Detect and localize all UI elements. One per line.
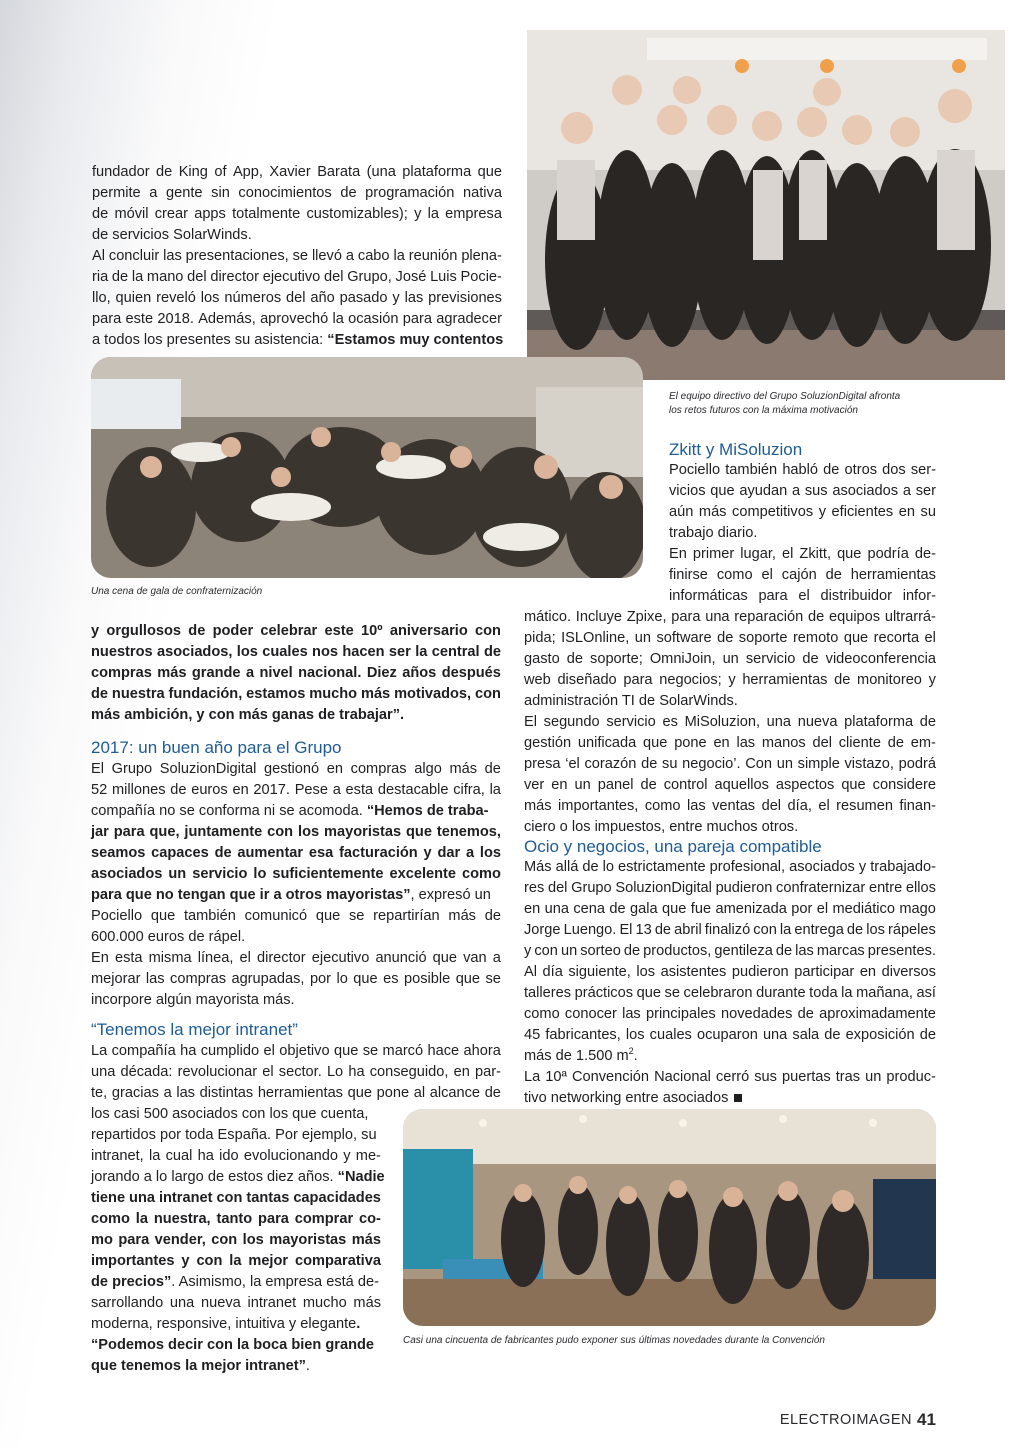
text-line: finirse como el cajón de herramientas (669, 567, 936, 583)
text-line: más importantes, como las ventas del día, el resumen finan- (524, 798, 936, 814)
text-line: mo para vender, con los mayoristas más (91, 1232, 381, 1248)
text-line: llo, quien reveló los números del año pasado y las previsiones (92, 290, 502, 306)
text-line: En primer lugar, el Zkitt, que podría de- (669, 546, 936, 562)
photo-dinner (91, 357, 643, 578)
quote-end: para que no tengan que ir a otros mayoristas” (91, 887, 411, 903)
quote-end: que tenemos la mejor intranet” (91, 1358, 306, 1374)
text-line: 52 millones de euros en 2017. Pese a esta destacable cifra, la (91, 782, 501, 798)
text-line: talleres prácticos que se celebraron durante toda la mañana, así (524, 985, 936, 1001)
text-line: importantes y con la mejor comparativa (91, 1253, 381, 1269)
text-line: compras más grande a nivel nacional. Diez años después (91, 665, 501, 681)
section-heading-2017: 2017: un buen año para el Grupo (91, 738, 342, 757)
text-line: como conocer las principales novedades de aproximadamente (524, 1006, 936, 1022)
text-line: incorpore algún mayorista más. (91, 992, 295, 1008)
text-line (91, 1273, 379, 1292)
text-line: En esta misma línea, el director ejecutivo anunció que van a (91, 950, 501, 966)
text-line: como la nuestra, tanto para comprar co- (91, 1211, 381, 1227)
text-line: La 10ª Convención Nacional cerró sus puertas tras un produc- (524, 1069, 936, 1085)
text-line: vicios que ayudan a sus asociados a ser (669, 483, 936, 499)
text-span: . (356, 1316, 361, 1332)
text-line: Jorge Luengo. El 13 de abril finalizó con la entrega de los rápeles (524, 922, 936, 938)
section-heading-zkitt: Zkitt y MiSoluzion (669, 440, 803, 459)
text-line: los casi 500 asociados con los que cuenta, (91, 1106, 369, 1122)
text-line: y orgullosos de poder celebrar este 10º aniversario con (91, 623, 501, 639)
text-line: te, gracias a las distintas herramientas que pone al alcance de (91, 1085, 501, 1101)
text-span: más de 1.500 m (524, 1048, 629, 1064)
text-line: en una cena de gala que fue amenizada por el mediático mago (524, 901, 936, 917)
text-line (524, 1089, 742, 1108)
text-line: sarrollando una nueva intranet mucho más (91, 1295, 381, 1311)
text-line: aún más competitivos y eficientes en su (669, 504, 936, 520)
text-line (524, 1047, 638, 1066)
text-line: Al concluir las presentaciones, se llevó a cabo la reunión plena- (92, 248, 502, 264)
text-line: ria de la mano del director ejecutivo del Grupo, José Luis Pocie- (92, 269, 502, 285)
text-span: . Asimismo, la empresa está de- (171, 1274, 379, 1290)
photo-team-caption: El equipo directivo del Grupo SoluzionDigital afronta (669, 391, 901, 402)
photo-dinner-image (91, 357, 643, 578)
text-line (92, 331, 503, 350)
text-line: permite a gente sin conocimientos de programación nativa (92, 185, 502, 201)
text-line: 600.000 euros de rápel. (91, 929, 246, 945)
text-line: El segundo servicio es MiSoluzion, una nueva plataforma de (524, 714, 936, 730)
text-span: a todos los presentes su asistencia: (92, 332, 328, 348)
text-line: de móvil crear apps totalmente customizables); y la empresa (92, 206, 502, 222)
text-line: de nuestra fundación, estamos mucho más motivados, con (91, 686, 501, 702)
text-line: trabajo diario. (669, 525, 758, 541)
text-line: res del Grupo SoluzionDigital pudieron confraternizar entre ellos (524, 880, 936, 896)
text-line: asociados un servicio lo suficientemente excelente como (91, 866, 501, 882)
photo-dinner-caption: Una cena de gala de confraternización (91, 586, 263, 597)
text-line: más ambición, y con más ganas de trabajar”. (91, 707, 405, 723)
text-line: jar para que, juntamente con los mayoristas que tenemos, (91, 824, 501, 840)
text-line (91, 886, 491, 905)
text-line: 45 fabricantes, los cuales ocuparon una sala de exposición de (524, 1027, 936, 1043)
text-line: pida; ISLOnline, un software de soporte remoto que recorta el (524, 630, 936, 646)
text-span: compañía no se conforma ni se acomoda. (91, 803, 367, 819)
text-line: para este 2018. Además, aprovechó la ocasión para agradecer (92, 311, 502, 327)
photo-team-image (527, 30, 1005, 380)
end-of-article-mark (734, 1094, 742, 1102)
page-number: 41 (917, 1410, 936, 1429)
text-line: fundador de King of App, Xavier Barata (una plataforma que (92, 164, 502, 180)
text-span: jorando a lo largo de estos diez años. (91, 1169, 338, 1185)
text-line: gestión unificada que pone en las manos del cliente de em- (524, 735, 936, 751)
text-line: seamos capaces de aumentar esa facturación y dar a los (91, 845, 501, 861)
text-line: Más allá de lo estrictamente profesional, asociados y trabajado- (524, 859, 936, 875)
text-line: una década: revolucionar el sector. Lo ha conseguido, en par- (91, 1064, 501, 1080)
photo-team-caption: los retos futuros con la máxima motivación (669, 405, 858, 416)
text-line: La compañía ha cumplido el objetivo que se marcó hace ahora (91, 1043, 501, 1059)
text-line: El Grupo SoluzionDigital gestionó en compras algo más de (91, 761, 501, 777)
quote-start: “Hemos de traba- (366, 803, 489, 819)
text-line: tiene una intranet con tantas capacidades (91, 1190, 381, 1206)
text-line: Pociello también habló de otros dos ser- (669, 462, 936, 478)
quote-start: “Nadie (337, 1169, 385, 1185)
text-line: informáticas para el distribuidor infor- (669, 588, 936, 604)
text-line: Pociello que también comunicó que se repartirían más de (91, 908, 501, 924)
text-line: y con un sorteo de productos, gentileza de las marcas presentes. (524, 943, 936, 959)
text-span: tivo networking entre asociados (524, 1090, 729, 1106)
text-line: “Podemos decir con la boca bien grande (91, 1337, 375, 1353)
superscript: 2 (628, 1046, 634, 1057)
text-line: nuestros asociados, los cuales nos hacen ser la central de (91, 644, 501, 660)
text-span: . (633, 1048, 638, 1064)
text-line: repartidos por toda España. Por ejemplo, su (91, 1127, 377, 1143)
quote-start: “Estamos muy contentos (327, 332, 504, 348)
text-line: administración TI de SolarWinds. (524, 693, 738, 709)
footer-brand: ELECTROIMAGEN (779, 1412, 912, 1428)
text-line: intranet, la cual ha ido evolucionando y me- (91, 1148, 381, 1164)
text-line: ciero o los impuestos, entre muchos otros. (524, 819, 799, 835)
photo-expo-image (403, 1109, 936, 1326)
quote-end: de precios” (91, 1274, 172, 1290)
text-line: mejorar las compras agrupadas, por lo que es posible que se (91, 971, 501, 987)
text-line (91, 1357, 310, 1376)
text-line (91, 1168, 385, 1187)
text-line: Al día siguiente, los asistentes pudieron participar en diversos (524, 964, 936, 980)
text-line: de servicios SolarWinds. (92, 227, 252, 243)
text-span: moderna, responsive, intuitiva y elegante (91, 1316, 357, 1332)
photo-expo (403, 1109, 936, 1326)
text-span: . (305, 1358, 310, 1374)
text-line: ver en un panel de control aquellos aspectos que considere (524, 777, 936, 793)
section-heading-ocio: Ocio y negocios, una pareja compatible (524, 837, 822, 856)
text-line (91, 802, 488, 821)
text-line: mático. Incluye Zpixe, para una reparación de equipos ultrarrá- (524, 609, 936, 625)
photo-team (527, 30, 1005, 380)
text-line: presa ‘el corazón de su negocio’. Con un simple vistazo, podrá (524, 756, 936, 772)
section-heading-intranet: “Tenemos la mejor intranet” (91, 1020, 298, 1039)
text-line: web diseñado para negocios; y herramientas de monitoreo y (524, 672, 936, 688)
text-line: gasto de soporte; OmniJoin, un servicio de videoconferencia (524, 651, 936, 667)
text-line (91, 1315, 360, 1334)
text-span: , expresó un (410, 887, 491, 903)
photo-expo-caption: Casi una cincuenta de fabricantes pudo exponer sus últimas novedades durante la Convención (403, 1335, 825, 1346)
